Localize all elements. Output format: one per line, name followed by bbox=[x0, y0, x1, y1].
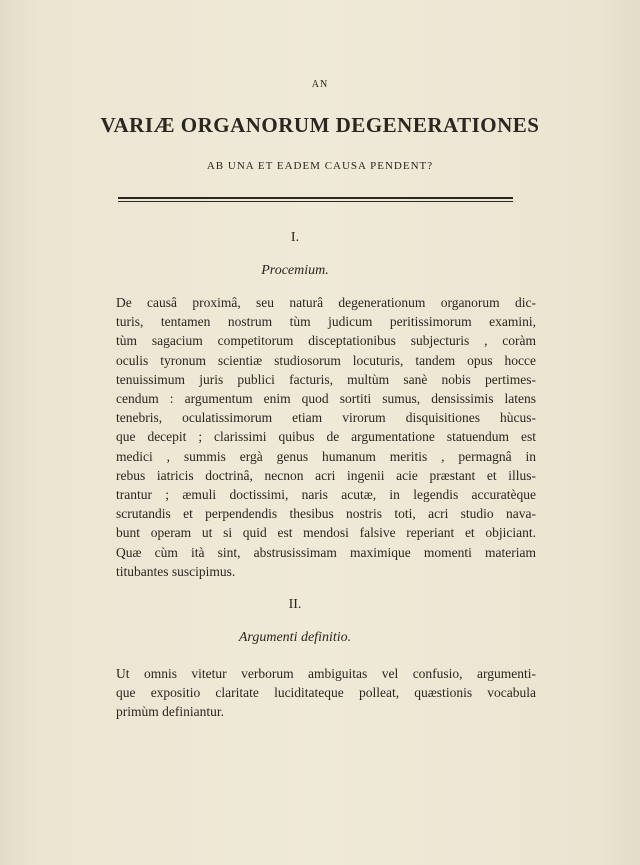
section-1-number: I. bbox=[290, 230, 300, 245]
title-rule-thick bbox=[118, 197, 513, 199]
text-line: cendum : argumentum enim quod sortiti sumus, densissimis latens bbox=[116, 391, 536, 407]
text-line: medici , summis ergà genus humanum meritis , permagnâ in bbox=[116, 448, 536, 464]
section-2-title: Argumenti definitio. bbox=[238, 630, 352, 645]
title-prefix: AN bbox=[311, 79, 329, 90]
text-line: turis, tentamen nostrum tùm judicum peritissimorum examini, bbox=[116, 314, 536, 330]
text-line: De causâ proximâ, seu naturâ degenerationum organorum dic- bbox=[116, 295, 536, 310]
text-line: primùm definiantur. bbox=[116, 704, 224, 720]
text-line: tùm sagacium competitorum disceptationibus subjecturis , coràm bbox=[116, 333, 536, 349]
section-2-paragraph bbox=[116, 664, 536, 722]
main-title: VARIÆ ORGANORUM DEGENERATIONES bbox=[100, 113, 540, 137]
section-1-title: Procemium. bbox=[261, 263, 329, 278]
text-line: Quæ cùm ità sint, abstrusissimam maximique momenti materiam bbox=[116, 544, 536, 560]
text-line: titubantes suscipimus. bbox=[116, 563, 236, 579]
text-line: bunt operam ut si quid est mendosi falsive reperiant et objiciant. bbox=[116, 525, 536, 541]
text-line: Ut omnis vitetur verborum ambiguitas vel confusio, argumenti- bbox=[116, 666, 536, 681]
text-line: que expositio claritate luciditateque polleat, quæstionis vocabula bbox=[116, 685, 536, 701]
text-line: tenuissimum juris publici facturis, multùm sanè nobis pertimes- bbox=[116, 371, 536, 387]
text-line: trantur ; æmuli doctissimi, naris acutæ, in legendis accuratèque bbox=[116, 487, 536, 503]
text-line: scrutandis et perpendendis thesibus nostris toti, acri studio nava- bbox=[116, 506, 536, 522]
section-1-paragraph bbox=[116, 293, 536, 581]
title-rule-thin bbox=[118, 201, 513, 202]
section-2-number: II. bbox=[288, 597, 302, 612]
text-line: rebus iatricis doctrinâ, necnon acri ingenii acie præstant et illus- bbox=[116, 467, 536, 483]
text-line: que decepit ; clarissimi quibus de argumentatione statuendum est bbox=[116, 429, 536, 445]
subtitle: AB UNA ET EADEM CAUSA PENDENT? bbox=[206, 160, 434, 172]
text-line: tenebris, oculatissimorum etiam virorum disquisitiones hùcus- bbox=[116, 410, 536, 426]
text-line: oculis tyronum scientiæ studiosorum locuturis, tandem opus hocce bbox=[116, 352, 536, 368]
